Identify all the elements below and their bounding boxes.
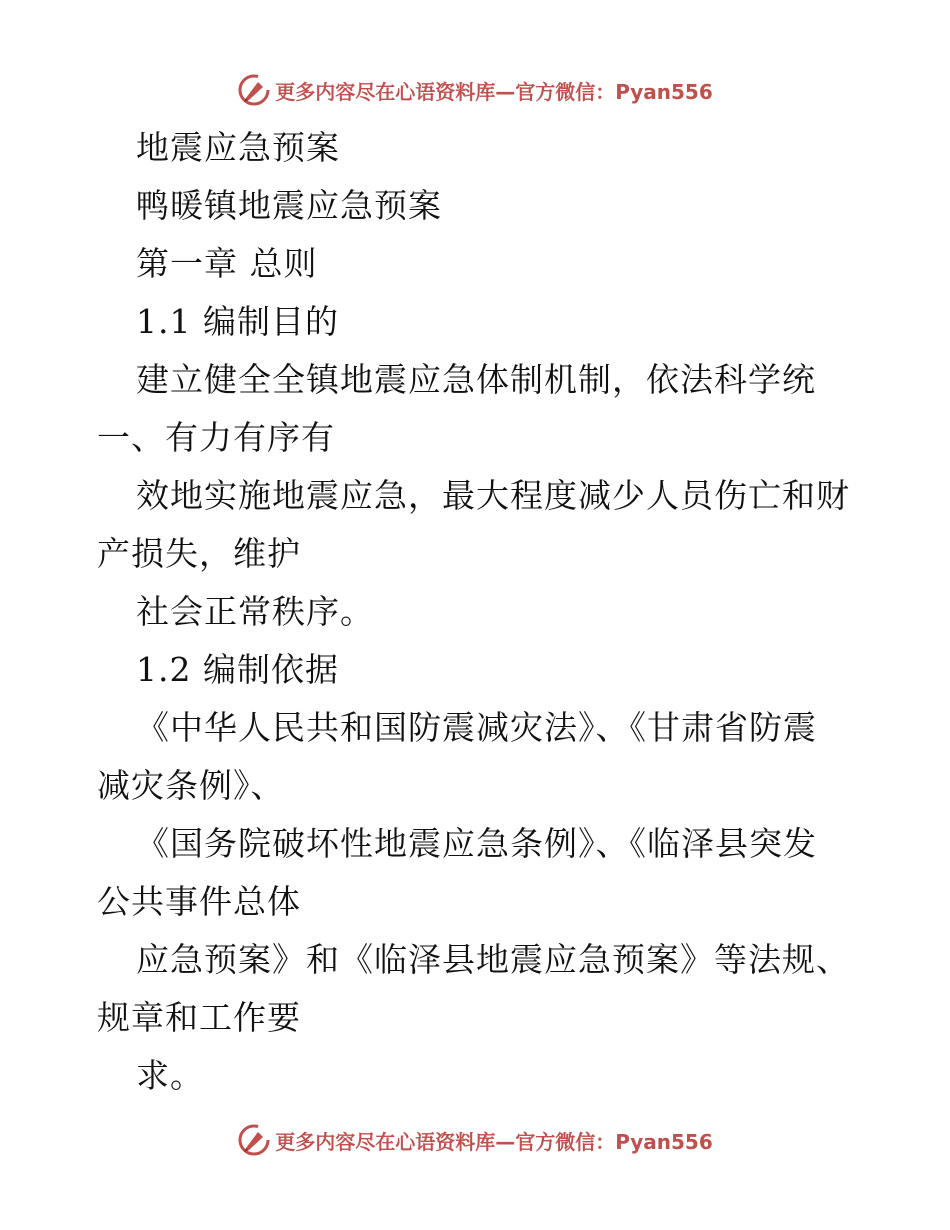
paragraph-line: 效地实施地震应急，最大程度减少人员伤亡和财 [136, 476, 850, 515]
paragraph-line: 求。 [136, 1056, 204, 1095]
paragraph-line: 社会正常秩序。 [136, 592, 374, 631]
paragraph-line: 《中华人民共和国防震减灾法》、《甘肃省防震 [136, 708, 817, 747]
paragraph-line: 《国务院破坏性地震应急条例》、《临泽县突发 [136, 824, 817, 863]
paragraph-line: 公共事件总体 [97, 882, 301, 921]
pen-nib-logo-icon [237, 73, 271, 107]
watermark-text: 更多内容尽在心语资料库—官方微信：Pyan556 [275, 1129, 713, 1154]
pen-nib-logo-icon [237, 1123, 271, 1157]
doc-subtitle: 鸭暖镇地震应急预案 [136, 186, 442, 225]
section-heading-1-1: 1.1 编制目的 [136, 302, 339, 341]
paragraph-line: 一、有力有序有 [97, 418, 335, 457]
paragraph-line: 应急预案》和《临泽县地震应急预案》等法规、 [136, 940, 850, 979]
paragraph-line: 减灾条例》、 [97, 766, 285, 805]
watermark-banner-bottom [0, 1120, 950, 1160]
watermark-text: 更多内容尽在心语资料库—官方微信：Pyan556 [275, 79, 713, 104]
watermark-banner-top [0, 70, 950, 110]
paragraph-line: 规章和工作要 [97, 998, 301, 1037]
chapter-heading: 第一章 总则 [136, 244, 318, 283]
paragraph-line: 产损失，维护 [97, 534, 301, 573]
section-heading-1-2: 1.2 编制依据 [136, 650, 339, 689]
doc-title: 地震应急预案 [136, 128, 340, 167]
paragraph-line: 建立健全全镇地震应急体制机制，依法科学统 [136, 360, 816, 399]
